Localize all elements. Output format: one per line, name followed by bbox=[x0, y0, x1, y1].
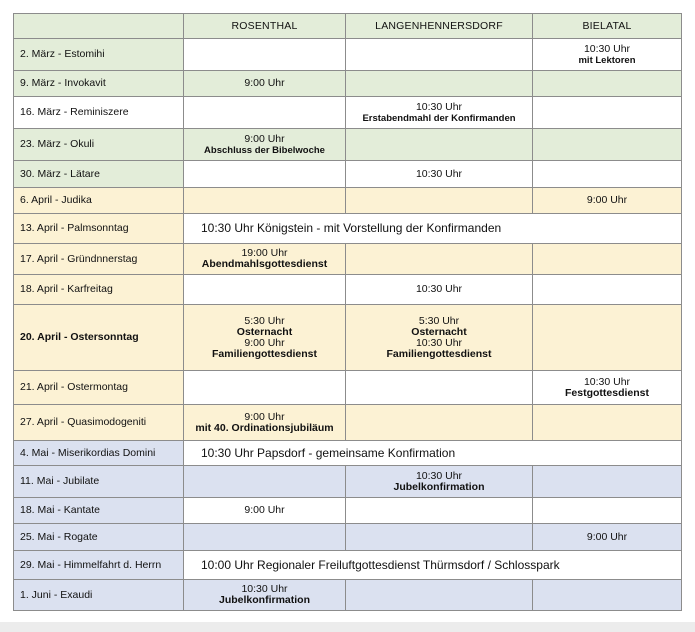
cell-langenhennersdorf bbox=[346, 466, 533, 498]
table-row bbox=[14, 129, 682, 161]
note: mit 40. Ordinationsjubiläum bbox=[195, 421, 334, 434]
cell-langenhennersdorf bbox=[346, 498, 533, 524]
row-date: 13. April - Palmsonntag bbox=[14, 214, 184, 244]
table-row bbox=[14, 524, 682, 551]
header-rosenthal: ROSENTHAL bbox=[184, 14, 346, 39]
cell-langenhennersdorf bbox=[346, 97, 533, 129]
cell-langenhennersdorf bbox=[346, 188, 533, 214]
note: Abschluss der Bibelwoche bbox=[204, 144, 325, 156]
cell-langenhennersdorf bbox=[346, 371, 533, 405]
table-row bbox=[14, 441, 682, 466]
table-row bbox=[14, 188, 682, 214]
row-date: 1. Juni - Exaudi bbox=[14, 580, 184, 611]
time: 10:30 Uhr bbox=[415, 336, 463, 349]
row-date: 16. März - Reminiszere bbox=[14, 97, 184, 129]
time: 5:30 Uhr bbox=[418, 314, 460, 327]
time: 5:30 Uhr bbox=[244, 314, 285, 327]
row-date: 20. April - Ostersonntag bbox=[14, 305, 184, 371]
time: 9:00 Uhr bbox=[244, 132, 285, 145]
note: Osternacht bbox=[411, 325, 467, 338]
cell-rosenthal bbox=[184, 97, 346, 129]
cell-bielatal bbox=[533, 275, 682, 305]
note: Erstabendmahl der Konfirmanden bbox=[362, 112, 516, 124]
cell-rosenthal bbox=[184, 405, 346, 441]
table-row bbox=[14, 580, 682, 611]
header-langenhennersdorf: LANGENHENNERSDORF bbox=[346, 14, 533, 39]
cell-langenhennersdorf bbox=[346, 580, 533, 611]
cell-rosenthal bbox=[184, 244, 346, 275]
row-date: 9. März - Invokavit bbox=[14, 71, 184, 97]
joint-service: 10:30 Uhr Königstein - mit Vorstellung der Konfirmanden bbox=[184, 214, 682, 244]
table-row bbox=[14, 275, 682, 305]
cell-rosenthal bbox=[184, 371, 346, 405]
row-date: 21. April - Ostermontag bbox=[14, 371, 184, 405]
cell-bielatal bbox=[533, 71, 682, 97]
cell-rosenthal bbox=[184, 466, 346, 498]
cell-langenhennersdorf: 10:30 Uhr bbox=[346, 275, 533, 305]
row-date: 4. Mai - Miserikordias Domini bbox=[14, 441, 184, 466]
table-row bbox=[14, 405, 682, 441]
row-date: 11. Mai - Jubilate bbox=[14, 466, 184, 498]
row-date: 2. März - Estomihi bbox=[14, 39, 184, 71]
cell-rosenthal bbox=[184, 161, 346, 188]
cell-langenhennersdorf bbox=[346, 524, 533, 551]
table-row bbox=[14, 214, 682, 244]
cell-bielatal bbox=[533, 498, 682, 524]
cell-bielatal bbox=[533, 129, 682, 161]
cell-rosenthal bbox=[184, 305, 346, 371]
table-row bbox=[14, 498, 682, 524]
cell-rosenthal bbox=[184, 524, 346, 551]
time: 9:00 Uhr bbox=[244, 410, 285, 423]
cell-langenhennersdorf bbox=[346, 244, 533, 275]
cell-bielatal bbox=[533, 39, 682, 71]
row-date: 18. April - Karfreitag bbox=[14, 275, 184, 305]
row-date: 23. März - Okuli bbox=[14, 129, 184, 161]
cell-langenhennersdorf bbox=[346, 71, 533, 97]
table-row bbox=[14, 39, 682, 71]
cell-rosenthal: 9:00 Uhr bbox=[184, 71, 346, 97]
table-row bbox=[14, 161, 682, 188]
cell-bielatal bbox=[533, 305, 682, 371]
cell-rosenthal: 9:00 Uhr bbox=[184, 498, 346, 524]
cell-bielatal bbox=[533, 161, 682, 188]
note: Jubelkonfirmation bbox=[393, 480, 485, 493]
header-row bbox=[14, 14, 682, 39]
cell-rosenthal bbox=[184, 275, 346, 305]
table-row bbox=[14, 97, 682, 129]
cell-bielatal: 9:00 Uhr bbox=[533, 524, 682, 551]
cell-bielatal bbox=[533, 97, 682, 129]
cell-bielatal bbox=[533, 244, 682, 275]
cell-bielatal bbox=[533, 371, 682, 405]
note: Familiengottesdienst bbox=[386, 347, 492, 360]
cell-rosenthal bbox=[184, 39, 346, 71]
table-row bbox=[14, 305, 682, 371]
header-date bbox=[14, 14, 184, 39]
time: 10:30 Uhr bbox=[241, 583, 288, 595]
service-schedule-table bbox=[13, 13, 682, 611]
cell-rosenthal bbox=[184, 580, 346, 611]
note: Osternacht bbox=[236, 325, 293, 338]
cell-langenhennersdorf: 10:30 Uhr bbox=[346, 161, 533, 188]
note: mit Lektoren bbox=[578, 54, 636, 66]
time: 10:30 Uhr bbox=[415, 100, 463, 113]
time: 10:30 Uhr bbox=[583, 375, 631, 388]
note: Festgottesdienst bbox=[564, 386, 649, 399]
time: 9:00 Uhr bbox=[244, 336, 285, 349]
row-date: 29. Mai - Himmelfahrt d. Herrn bbox=[14, 551, 184, 580]
cell-langenhennersdorf bbox=[346, 39, 533, 71]
row-date: 25. Mai - Rogate bbox=[14, 524, 184, 551]
time: 10:30 Uhr bbox=[583, 42, 631, 55]
table-row bbox=[14, 371, 682, 405]
cell-bielatal bbox=[533, 580, 682, 611]
joint-service: 10:30 Uhr Papsdorf - gemeinsame Konfirmation bbox=[184, 441, 682, 466]
cell-bielatal bbox=[533, 405, 682, 441]
cell-bielatal bbox=[533, 466, 682, 498]
cell-rosenthal bbox=[184, 188, 346, 214]
table-row bbox=[14, 466, 682, 498]
cell-rosenthal bbox=[184, 129, 346, 161]
time: 10:30 Uhr bbox=[415, 469, 463, 482]
row-date: 18. Mai - Kantate bbox=[14, 498, 184, 524]
table-row bbox=[14, 244, 682, 275]
cell-langenhennersdorf bbox=[346, 305, 533, 371]
table-row bbox=[14, 71, 682, 97]
header-bielatal: BIELATAL bbox=[533, 14, 682, 39]
row-date: 6. April - Judika bbox=[14, 188, 184, 214]
cell-langenhennersdorf bbox=[346, 405, 533, 441]
row-date: 17. April - Gründnnerstag bbox=[14, 244, 184, 275]
joint-service: 10:00 Uhr Regionaler Freiluftgottesdienst Thürmsdorf / Schlosspark bbox=[184, 551, 682, 580]
row-date: 30. März - Lätare bbox=[14, 161, 184, 188]
row-date: 27. April - Quasimodogeniti bbox=[14, 405, 184, 441]
cell-bielatal: 9:00 Uhr bbox=[533, 188, 682, 214]
note: Familiengottesdienst bbox=[211, 347, 317, 360]
table-row bbox=[14, 551, 682, 580]
cell-langenhennersdorf bbox=[346, 129, 533, 161]
note: Jubelkonfirmation bbox=[218, 594, 310, 606]
note: Abendmahlsgottesdienst bbox=[201, 258, 328, 270]
time: 19:00 Uhr bbox=[241, 247, 288, 259]
